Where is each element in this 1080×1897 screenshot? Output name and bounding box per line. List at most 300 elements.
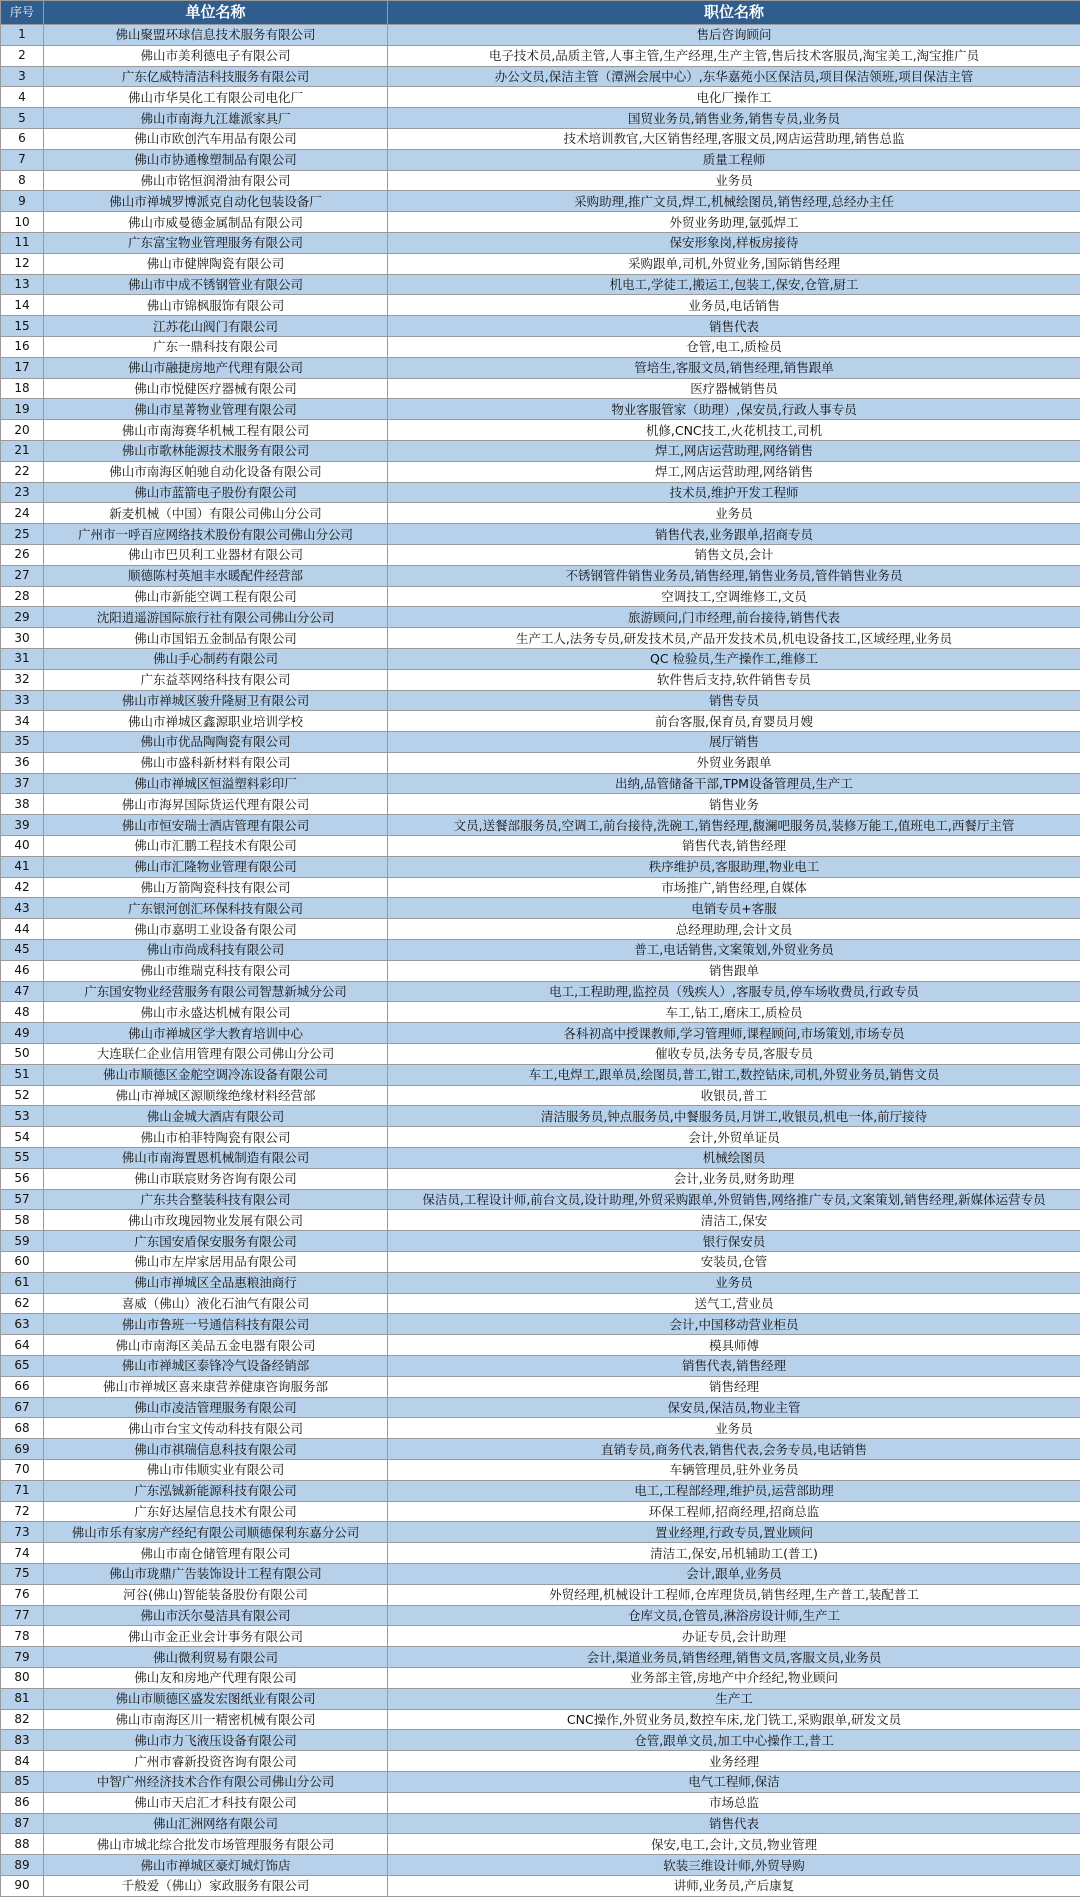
row-company: 佛山市健牌陶瓷有限公司 [44,253,388,274]
table-row [1,1231,1080,1252]
row-seq: 80 [1,1667,44,1688]
row-position: 业务经理 [388,1751,1080,1772]
row-position: 销售专员 [388,690,1080,711]
row-seq: 34 [1,711,44,732]
row-company: 佛山市锦枫服饰有限公司 [44,295,388,316]
row-company: 佛山市悦健医疗器械有限公司 [44,378,388,399]
table-row [1,1709,1080,1730]
row-company: 佛山市欧创汽车用品有限公司 [44,128,388,149]
row-company: 佛山聚盟环球信息技术服务有限公司 [44,25,388,46]
row-company: 佛山市金正业会计事务有限公司 [44,1626,388,1647]
row-company: 佛山市鲁班一号通信科技有限公司 [44,1314,388,1335]
table-row [1,648,1080,669]
row-seq: 5 [1,108,44,129]
row-company: 佛山市铭恒润滑油有限公司 [44,170,388,191]
table-row [1,1688,1080,1709]
table-row [1,1356,1080,1377]
row-position: 软装三维设计师,外贸导购 [388,1855,1080,1876]
row-position: 电化厂操作工 [388,87,1080,108]
row-seq: 61 [1,1272,44,1293]
row-company: 佛山市南海区帕驰自动化设备有限公司 [44,461,388,482]
row-seq: 53 [1,1106,44,1127]
row-company: 佛山市柏菲特陶瓷有限公司 [44,1127,388,1148]
row-company: 广东富宝物业管理服务有限公司 [44,232,388,253]
row-seq: 40 [1,836,44,857]
row-company: 佛山市尚成科技有限公司 [44,940,388,961]
row-company: 佛山市禅城区豪灯城灯饰店 [44,1855,388,1876]
row-position: 管培生,客服文员,销售经理,销售跟单 [388,357,1080,378]
table-row [1,1210,1080,1231]
row-position: 采购跟单,司机,外贸业务,国际销售经理 [388,253,1080,274]
row-company: 佛山市禅城区学大教育培训中心 [44,1023,388,1044]
row-seq: 33 [1,690,44,711]
row-company: 佛山市恒安瑞士酒店管理有限公司 [44,815,388,836]
row-company: 佛山市融捷房地产代理有限公司 [44,357,388,378]
row-seq: 77 [1,1605,44,1626]
row-seq: 2 [1,45,44,66]
table-row [1,212,1080,233]
row-company: 顺德陈村英旭丰水暖配件经营部 [44,565,388,586]
row-company: 佛山市凌洁管理服务有限公司 [44,1397,388,1418]
table-row [1,378,1080,399]
row-position: 物业客服管家（助理）,保安员,行政人事专员 [388,399,1080,420]
table-row [1,336,1080,357]
row-position: 电气工程师,保洁 [388,1771,1080,1792]
table-row [1,836,1080,857]
row-company: 佛山市汇鹏工程技术有限公司 [44,836,388,857]
row-company: 广州市睿新投资咨询有限公司 [44,1751,388,1772]
table-row [1,669,1080,690]
row-position: 出纳,品管储备干部,TPM设备管理员,生产工 [388,773,1080,794]
table-row [1,732,1080,753]
row-company: 佛山市美利德电子有限公司 [44,45,388,66]
table-row [1,1543,1080,1564]
row-seq: 66 [1,1376,44,1397]
row-company: 广州市一呼百应网络技术股份有限公司佛山分公司 [44,524,388,545]
table-row [1,399,1080,420]
row-seq: 89 [1,1855,44,1876]
row-seq: 28 [1,586,44,607]
row-company: 佛山市玫瑰园物业发展有限公司 [44,1210,388,1231]
table-row [1,1626,1080,1647]
table-row [1,316,1080,337]
row-seq: 57 [1,1189,44,1210]
row-company: 广东好达屋信息技术有限公司 [44,1501,388,1522]
table-row [1,1751,1080,1772]
row-position: 不锈钢管件销售业务员,销售经理,销售业务员,管件销售业务员 [388,565,1080,586]
row-seq: 10 [1,212,44,233]
table-row [1,711,1080,732]
row-position: 银行保安员 [388,1231,1080,1252]
row-position: 保洁员,工程设计师,前台文员,设计助理,外贸采购跟单,外贸销售,网络推广专员,文案策划,销售经理,新媒体运营专员 [388,1189,1080,1210]
row-company: 佛山市蓝箭电子股份有限公司 [44,482,388,503]
row-position: 软件售后支持,软件销售专员 [388,669,1080,690]
row-position: 业务部主管,房地产中介经纪,物业顾问 [388,1667,1080,1688]
row-seq: 54 [1,1127,44,1148]
row-company: 佛山市禅城区源顺缘绝缘材料经营部 [44,1085,388,1106]
row-company: 河谷(佛山)智能装备股份有限公司 [44,1584,388,1605]
row-seq: 49 [1,1023,44,1044]
row-seq: 44 [1,919,44,940]
table-row [1,191,1080,212]
row-seq: 60 [1,1252,44,1273]
table-row [1,898,1080,919]
table-row [1,1376,1080,1397]
table-row [1,981,1080,1002]
table-row [1,690,1080,711]
row-company: 佛山金城大酒店有限公司 [44,1106,388,1127]
row-seq: 79 [1,1647,44,1668]
row-position: 送气工,营业员 [388,1293,1080,1314]
row-position: 国贸业务员,销售业务,销售专员,业务员 [388,108,1080,129]
table-row [1,1189,1080,1210]
table-row [1,586,1080,607]
row-position: 电子技术员,品质主管,人事主管,生产经理,生产主管,售后技术客服员,淘宝美工,淘宝推广员 [388,45,1080,66]
row-position: 焊工,网店运营助理,网络销售 [388,461,1080,482]
row-seq: 69 [1,1439,44,1460]
row-company: 佛山市星菁物业管理有限公司 [44,399,388,420]
row-seq: 68 [1,1418,44,1439]
table-row [1,87,1080,108]
row-seq: 43 [1,898,44,919]
row-seq: 41 [1,856,44,877]
row-company: 佛山市国铝五金制品有限公司 [44,628,388,649]
row-seq: 78 [1,1626,44,1647]
table-row [1,1002,1080,1023]
table-row [1,1314,1080,1335]
row-position: 市场总监 [388,1792,1080,1813]
row-seq: 18 [1,378,44,399]
row-position: 会计,中国移动营业柜员 [388,1314,1080,1335]
row-company: 佛山万箭陶瓷科技有限公司 [44,877,388,898]
row-seq: 56 [1,1168,44,1189]
table-row [1,773,1080,794]
table-row [1,607,1080,628]
row-seq: 51 [1,1064,44,1085]
row-seq: 46 [1,960,44,981]
row-company: 佛山市城北综合批发市场管理服务有限公司 [44,1834,388,1855]
row-seq: 8 [1,170,44,191]
row-seq: 86 [1,1792,44,1813]
row-seq: 3 [1,66,44,87]
row-position: 外贸经理,机械设计工程师,仓库理货员,销售经理,生产普工,装配普工 [388,1584,1080,1605]
row-company: 广东银河创汇环保科技有限公司 [44,898,388,919]
row-seq: 37 [1,773,44,794]
row-seq: 62 [1,1293,44,1314]
row-position: 业务员 [388,1272,1080,1293]
row-company: 佛山市禅城区骏升隆厨卫有限公司 [44,690,388,711]
table-row [1,1418,1080,1439]
row-position: 销售文员,会计 [388,544,1080,565]
row-company: 大连联仁企业信用管理有限公司佛山分公司 [44,1044,388,1065]
table-row [1,1148,1080,1169]
row-position: 销售代表,销售经理 [388,836,1080,857]
row-company: 佛山市顺德区金舵空调冷冻设备有限公司 [44,1064,388,1085]
row-position: 办证专员,会计助理 [388,1626,1080,1647]
table-row [1,1106,1080,1127]
row-position: 普工,电话销售,文案策划,外贸业务员 [388,940,1080,961]
row-company: 佛山市中成不锈钢管业有限公司 [44,274,388,295]
table-row [1,170,1080,191]
row-seq: 30 [1,628,44,649]
table-row [1,794,1080,815]
table-row [1,565,1080,586]
row-company: 佛山市歌林能源技术服务有限公司 [44,440,388,461]
row-seq: 42 [1,877,44,898]
row-position: 销售跟单 [388,960,1080,981]
row-seq: 65 [1,1356,44,1377]
table-row [1,1064,1080,1085]
table-row [1,357,1080,378]
row-position: 仓库文员,仓管员,淋浴房设计师,生产工 [388,1605,1080,1626]
row-seq: 9 [1,191,44,212]
row-seq: 38 [1,794,44,815]
row-position: 秩序维护员,客服助理,物业电工 [388,856,1080,877]
table-row [1,25,1080,46]
row-seq: 1 [1,25,44,46]
row-seq: 7 [1,149,44,170]
row-position: 文员,送餐部服务员,空调工,前台接待,洗碗工,销售经理,馥澜吧服务员,装修万能工,值班电工,西餐厅主管 [388,815,1080,836]
row-seq: 11 [1,232,44,253]
table-row [1,1085,1080,1106]
row-position: 车工,钻工,磨床工,质检员 [388,1002,1080,1023]
table-row [1,1439,1080,1460]
table-row [1,1252,1080,1273]
row-position: 焊工,网店运营助理,网络销售 [388,440,1080,461]
row-position: 电工,工程助理,监控员（残疾人）,客服专员,停车场收费员,行政专员 [388,981,1080,1002]
row-seq: 4 [1,87,44,108]
row-position: 销售代表 [388,316,1080,337]
row-position: 业务员 [388,1418,1080,1439]
row-company: 佛山市南海九江雄派家具厂 [44,108,388,129]
row-company: 佛山友和房地产代理有限公司 [44,1667,388,1688]
table-row [1,1667,1080,1688]
row-position: 催收专员,法务专员,客服专员 [388,1044,1080,1065]
row-position: 旅游顾问,门市经理,前台接待,销售代表 [388,607,1080,628]
table-row [1,295,1080,316]
row-company: 佛山市盛科新材料有限公司 [44,752,388,773]
row-position: 仓管,电工,质检员 [388,336,1080,357]
row-seq: 71 [1,1480,44,1501]
row-position: 技术员,维护开发工程师 [388,482,1080,503]
row-position: 车辆管理员,驻外业务员 [388,1459,1080,1480]
table-row [1,1563,1080,1584]
row-seq: 31 [1,648,44,669]
row-position: 车工,电焊工,跟单员,绘图员,普工,钳工,数控钻床,司机,外贸业务员,销售文员 [388,1064,1080,1085]
row-position: 收银员,普工 [388,1085,1080,1106]
row-seq: 85 [1,1771,44,1792]
row-position: QC 检验员,生产操作工,维修工 [388,648,1080,669]
row-position: CNC操作,外贸业务员,数控车床,龙门铣工,采购跟单,研发文员 [388,1709,1080,1730]
row-seq: 63 [1,1314,44,1335]
table-row [1,1584,1080,1605]
row-position: 采购助理,推广文员,焊工,机械绘图员,销售经理,总经办主任 [388,191,1080,212]
row-company: 佛山市华昊化工有限公司电化厂 [44,87,388,108]
row-seq: 87 [1,1813,44,1834]
row-position: 售后咨询顾问 [388,25,1080,46]
row-company: 广东共合整装科技有限公司 [44,1189,388,1210]
row-company: 千般爱（佛山）家政服务有限公司 [44,1875,388,1896]
row-seq: 12 [1,253,44,274]
row-position: 保安形象岗,样板房接待 [388,232,1080,253]
row-company: 佛山市南海区川一精密机械有限公司 [44,1709,388,1730]
table-row [1,960,1080,981]
table-row [1,1044,1080,1065]
row-position: 清洁工,保安,吊机辅助工(普工) [388,1543,1080,1564]
row-position: 保安员,保洁员,物业主管 [388,1397,1080,1418]
row-seq: 19 [1,399,44,420]
table-row [1,149,1080,170]
row-seq: 59 [1,1231,44,1252]
row-company: 广东一鼎科技有限公司 [44,336,388,357]
row-seq: 16 [1,336,44,357]
row-company: 佛山市优品陶陶瓷有限公司 [44,732,388,753]
row-position: 安装员,仓管 [388,1252,1080,1273]
row-seq: 73 [1,1522,44,1543]
row-position: 生产工 [388,1688,1080,1709]
table-row [1,1397,1080,1418]
row-position: 会计,渠道业务员,销售经理,销售文员,客服文员,业务员 [388,1647,1080,1668]
table-row [1,628,1080,649]
table-row [1,503,1080,524]
table-row [1,440,1080,461]
row-company: 佛山市天启汇才科技有限公司 [44,1792,388,1813]
row-company: 喜威（佛山）液化石油气有限公司 [44,1293,388,1314]
row-position: 环保工程师,招商经理,招商总监 [388,1501,1080,1522]
table-row [1,1293,1080,1314]
header-company: 单位名称 [44,1,388,25]
row-company: 佛山市伟顺实业有限公司 [44,1459,388,1480]
table-row [1,1855,1080,1876]
row-company: 佛山市沃尔曼洁具有限公司 [44,1605,388,1626]
row-company: 佛山市南仓储管理有限公司 [44,1543,388,1564]
row-seq: 52 [1,1085,44,1106]
table-row [1,1834,1080,1855]
row-position: 会计,外贸单证员 [388,1127,1080,1148]
table-row [1,1813,1080,1834]
table-row [1,232,1080,253]
table-row [1,1459,1080,1480]
header-position: 职位名称 [388,1,1080,25]
row-position: 空调技工,空调维修工,文员 [388,586,1080,607]
row-company: 佛山市禅城区泰锋冷气设备经销部 [44,1356,388,1377]
row-position: 销售代表,销售经理 [388,1356,1080,1377]
table-row [1,1522,1080,1543]
row-company: 佛山汇洲网络有限公司 [44,1813,388,1834]
table-row [1,461,1080,482]
row-position: 电工,工程部经理,维护员,运营部助理 [388,1480,1080,1501]
row-position: 清洁工,保安 [388,1210,1080,1231]
row-company: 佛山市维瑞克科技有限公司 [44,960,388,981]
row-company: 佛山市海昇国际货运代理有限公司 [44,794,388,815]
row-company: 佛山市嘉明工业设备有限公司 [44,919,388,940]
row-seq: 48 [1,1002,44,1023]
row-seq: 20 [1,420,44,441]
table-row [1,274,1080,295]
row-position: 业务员 [388,503,1080,524]
row-company: 广东国安盾保安服务有限公司 [44,1231,388,1252]
row-company: 佛山市顺德区盛发宏图纸业有限公司 [44,1688,388,1709]
row-position: 会计,跟单,业务员 [388,1563,1080,1584]
row-position: 模具师傅 [388,1335,1080,1356]
row-seq: 58 [1,1210,44,1231]
row-position: 展厅销售 [388,732,1080,753]
row-seq: 35 [1,732,44,753]
table-row [1,919,1080,940]
row-seq: 22 [1,461,44,482]
row-position: 医疗器械销售员 [388,378,1080,399]
row-company: 佛山市禅城区全品惠粮油商行 [44,1272,388,1293]
table-row [1,815,1080,836]
row-position: 仓管,跟单文员,加工中心操作工,普工 [388,1730,1080,1751]
table-row [1,752,1080,773]
row-seq: 45 [1,940,44,961]
row-company: 佛山市永盛达机械有限公司 [44,1002,388,1023]
row-position: 办公文员,保洁主管（潭洲会展中心）,东华嘉苑小区保洁员,项目保洁领班,项目保洁主管 [388,66,1080,87]
row-seq: 15 [1,316,44,337]
row-seq: 50 [1,1044,44,1065]
row-company: 佛山市禅城罗博派克自动化包装设备厂 [44,191,388,212]
row-seq: 47 [1,981,44,1002]
table-row [1,253,1080,274]
table-row [1,45,1080,66]
row-position: 保安,电工,会计,文员,物业管理 [388,1834,1080,1855]
row-position: 清洁服务员,钟点服务员,中餐服务员,月饼工,收银员,机电一体,前厅接待 [388,1106,1080,1127]
row-position: 会计,业务员,财务助理 [388,1168,1080,1189]
row-seq: 64 [1,1335,44,1356]
row-seq: 76 [1,1584,44,1605]
table-row [1,1480,1080,1501]
row-position: 各科初高中授课教师,学习管理师,课程顾问,市场策划,市场专员 [388,1023,1080,1044]
table-row [1,544,1080,565]
row-position: 置业经理,行政专员,置业顾问 [388,1522,1080,1543]
row-company: 佛山市力飞液压设备有限公司 [44,1730,388,1751]
row-position: 机修,CNC技工,火花机技工,司机 [388,420,1080,441]
row-company: 广东国安物业经营服务有限公司智慧新城分公司 [44,981,388,1002]
row-company: 佛山市禅城区鑫源职业培训学校 [44,711,388,732]
row-seq: 84 [1,1751,44,1772]
row-seq: 55 [1,1148,44,1169]
row-seq: 21 [1,440,44,461]
row-position: 技术培训教官,大区销售经理,客服文员,网店运营助理,销售总监 [388,128,1080,149]
row-position: 电销专员+客服 [388,898,1080,919]
row-seq: 36 [1,752,44,773]
row-position: 总经理助理,会计文员 [388,919,1080,940]
table-row [1,1335,1080,1356]
row-company: 广东泓铖新能源科技有限公司 [44,1480,388,1501]
table-row [1,482,1080,503]
row-seq: 39 [1,815,44,836]
row-company: 佛山市南海区美品五金电器有限公司 [44,1335,388,1356]
row-seq: 26 [1,544,44,565]
table-row [1,1127,1080,1148]
table-row [1,1023,1080,1044]
table-row [1,108,1080,129]
table-row [1,1730,1080,1751]
row-position: 业务员,电话销售 [388,295,1080,316]
table-row [1,420,1080,441]
row-company: 佛山市珑鼎广告装饰设计工程有限公司 [44,1563,388,1584]
table-row [1,1168,1080,1189]
row-seq: 74 [1,1543,44,1564]
header-row [1,1,1080,25]
row-seq: 14 [1,295,44,316]
table-row [1,940,1080,961]
table-row [1,1875,1080,1896]
row-company: 佛山市台宝文传动科技有限公司 [44,1418,388,1439]
row-seq: 82 [1,1709,44,1730]
row-seq: 25 [1,524,44,545]
